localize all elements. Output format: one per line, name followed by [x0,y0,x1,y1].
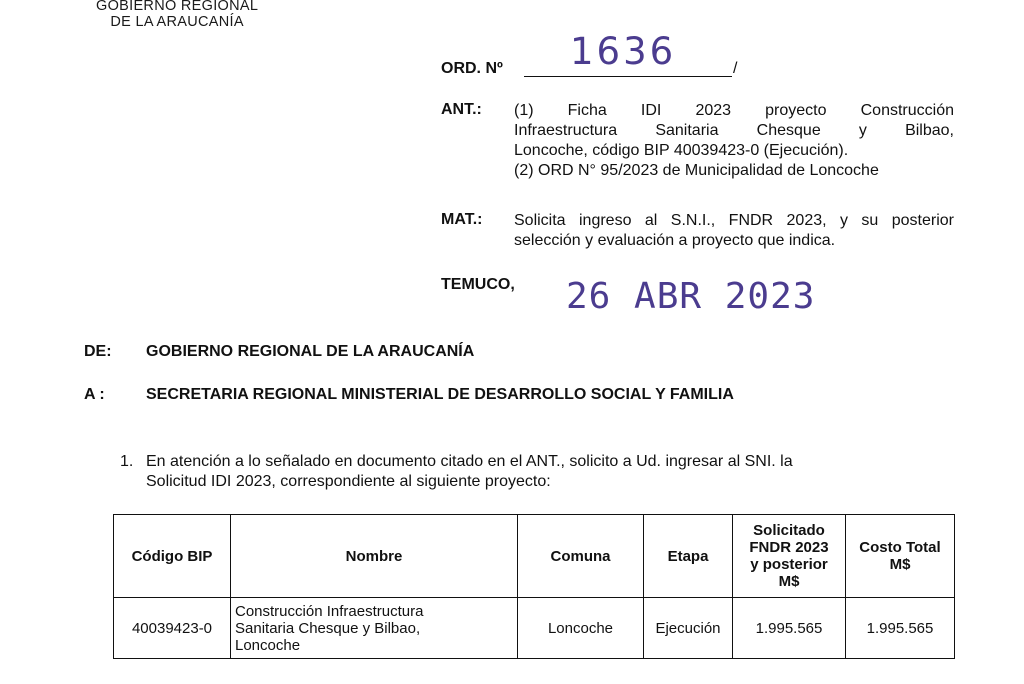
mat-text [514,211,954,251]
table-row [114,598,955,659]
date-stamp: 26 ABR 2023 [566,276,816,317]
paragraph-line-1: En atención a lo señalado en documento citado en el ANT., solicito a Ud. ingresar al SNI. la [146,453,793,470]
from-label: DE: [84,343,112,360]
ant-line-2: Infraestructura Sanitaria Chesque y Bilbao, [514,122,954,139]
cell-etapa: Ejecución [644,598,733,659]
ant-text [514,101,954,181]
cell-nombre-line-2: Sanitaria Chesque y Bilbao, [235,619,421,637]
paragraph-text [146,452,951,492]
organization-letterhead [96,0,258,30]
cell-solicitado: 1.995.565 [733,598,846,659]
mat-line-2: selección y evaluación a proyecto que indica. [514,232,836,249]
org-line-2: DE LA ARAUCANÍA [110,14,244,30]
ord-slash: / [733,60,738,77]
table-header-row [114,515,955,598]
ant-line-1: (1) Ficha IDI 2023 proyecto Construcción [514,102,954,119]
header-etapa: Etapa [644,515,733,598]
ord-number-line [524,76,732,77]
header-solicitado-line-1: Solicitado [753,522,825,539]
cell-nombre [231,598,518,659]
from-value: GOBIERNO REGIONAL DE LA ARAUCANÍA [146,343,475,360]
header-costo-line-2: M$ [889,556,911,573]
ant-label: ANT.: [441,101,482,118]
header-costo-line-1: Costo Total [859,539,941,556]
cell-costo: 1.995.565 [846,598,955,659]
header-solicitado-line-2: FNDR 2023 [749,539,829,556]
ant-line-4: (2) ORD N° 95/2023 de Municipalidad de Loncoche [514,162,879,179]
header-comuna: Comuna [518,515,644,598]
place-label: TEMUCO, [441,276,515,293]
project-table [113,514,955,659]
header-bip: Código BIP [114,515,231,598]
cell-bip: 40039423-0 [114,598,231,659]
header-solicitado [733,515,846,598]
mat-line-1: Solicita ingreso al S.N.I., FNDR 2023, y su posterior [514,212,954,229]
header-solicitado-line-4: M$ [778,573,800,590]
ant-line-3: Loncoche, código BIP 40039423-0 (Ejecución). [514,142,849,159]
cell-nombre-line-1: Construcción Infraestructura [235,602,424,620]
cell-comuna: Loncoche [518,598,644,659]
cell-nombre-line-3: Loncoche [235,636,301,654]
to-value: SECRETARIA REGIONAL MINISTERIAL DE DESARROLLO SOCIAL Y FAMILIA [146,386,734,403]
to-label: A : [84,386,105,403]
header-solicitado-line-3: y posterior [750,556,828,573]
header-costo [846,515,955,598]
ord-number-stamp: 1636 [570,30,677,73]
paragraph-line-2: Solicitud IDI 2023, correspondiente al siguiente proyecto: [146,473,551,490]
header-nombre: Nombre [231,515,518,598]
org-line-1: GOBIERNO REGIONAL [96,0,259,14]
paragraph-number: 1. [120,453,134,470]
ord-label: ORD. Nº [441,60,503,77]
mat-label: MAT.: [441,211,483,228]
